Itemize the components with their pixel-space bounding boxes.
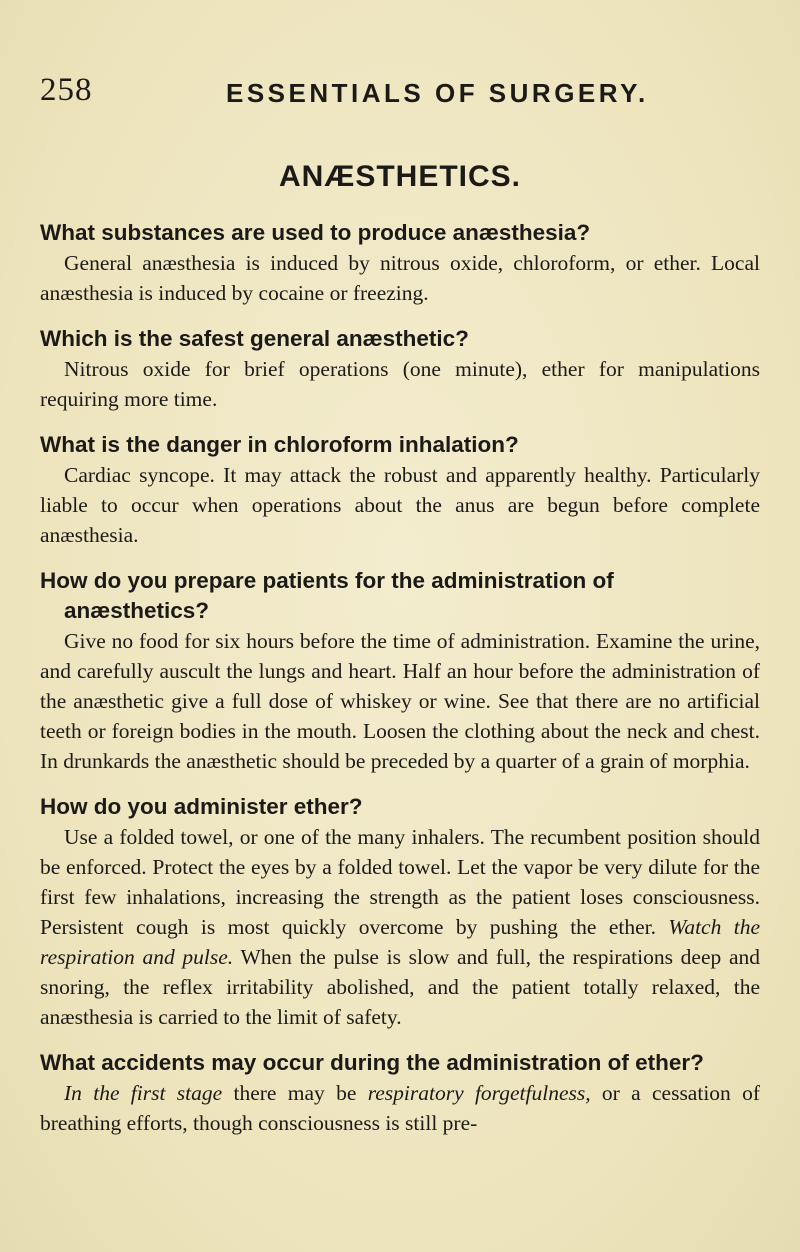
running-title: ESSENTIALS OF SURGERY. (226, 78, 649, 108)
answer-paragraph (40, 1078, 760, 1138)
answer-paragraph: General anæsthesia is induced by nitrous oxide, chloroform, or ether. Local anæsthesia is induced by cocaine or freezing. (40, 251, 760, 305)
question-heading: How do you prepare patients for the administration of anæsthetics? (40, 568, 614, 623)
answer-paragraph (40, 822, 760, 1032)
running-head (40, 72, 760, 112)
answer-text: When the pulse is slow and full, the respirations deep and snoring, the reflex irritability abolished, and the patient totally relaxed, the anæsthesia is carried to the limit of safety. (40, 945, 760, 1029)
answer-paragraph: Give no food for six hours before the time of administration. Examine the urine, and carefully auscult the lungs and heart. Half an hour before the administration of the anæsthetic give a full dose of whiskey or wine. See that there are no artificial teeth or foreign bodies in the mouth. Loosen the clothing about the neck and chest. In drunkards the anæsthetic should be preceded by a quarter of a grain of morphia. (40, 629, 760, 773)
answer-text: Use a folded towel, or one of the many inhalers. The recumbent position should be enforced. Protect the eyes by a folded towel. Let the vapor be very dilute for the first few inhalations, increasing the strength as the patient loses consciousness. Persistent cough is most quickly overcome by pushing the ether. (40, 825, 760, 939)
answer-paragraph: Cardiac syncope. It may attack the robust and apparently healthy. Particularly liable to occur when operations about the anus are begun before complete anæsthesia. (40, 463, 760, 547)
qa-section (40, 218, 760, 308)
question-heading: What is the danger in chloroform inhalation? (40, 432, 519, 457)
answer-emphasis: Watch the respiration and pulse. (40, 915, 760, 969)
question-heading: What accidents may occur during the administration of ether? (40, 1050, 704, 1075)
chapter-title: ANÆSTHETICS. (278, 160, 521, 193)
question-heading: What substances are used to produce anæsthesia? (40, 220, 591, 245)
question-heading: How do you administer ether? (40, 794, 363, 819)
answer-emphasis: In the first stage (64, 1081, 223, 1105)
qa-section (40, 792, 760, 1032)
qa-section (40, 430, 760, 550)
qa-section (40, 1048, 760, 1138)
qa-section (40, 566, 760, 776)
answer-text: or a cessation of breathing efforts, though consciousness is still pre- (40, 1081, 761, 1135)
page-body (40, 218, 760, 1154)
answer-text: there may be (222, 1081, 368, 1105)
answer-emphasis: respiratory forgetfulness, (367, 1081, 591, 1105)
answer-paragraph: Nitrous oxide for brief operations (one minute), ether for manipulations requiring more time. (40, 357, 760, 411)
question-heading: Which is the safest general anæsthetic? (40, 326, 469, 351)
qa-section (40, 324, 760, 414)
page-number: 258 (40, 72, 93, 108)
